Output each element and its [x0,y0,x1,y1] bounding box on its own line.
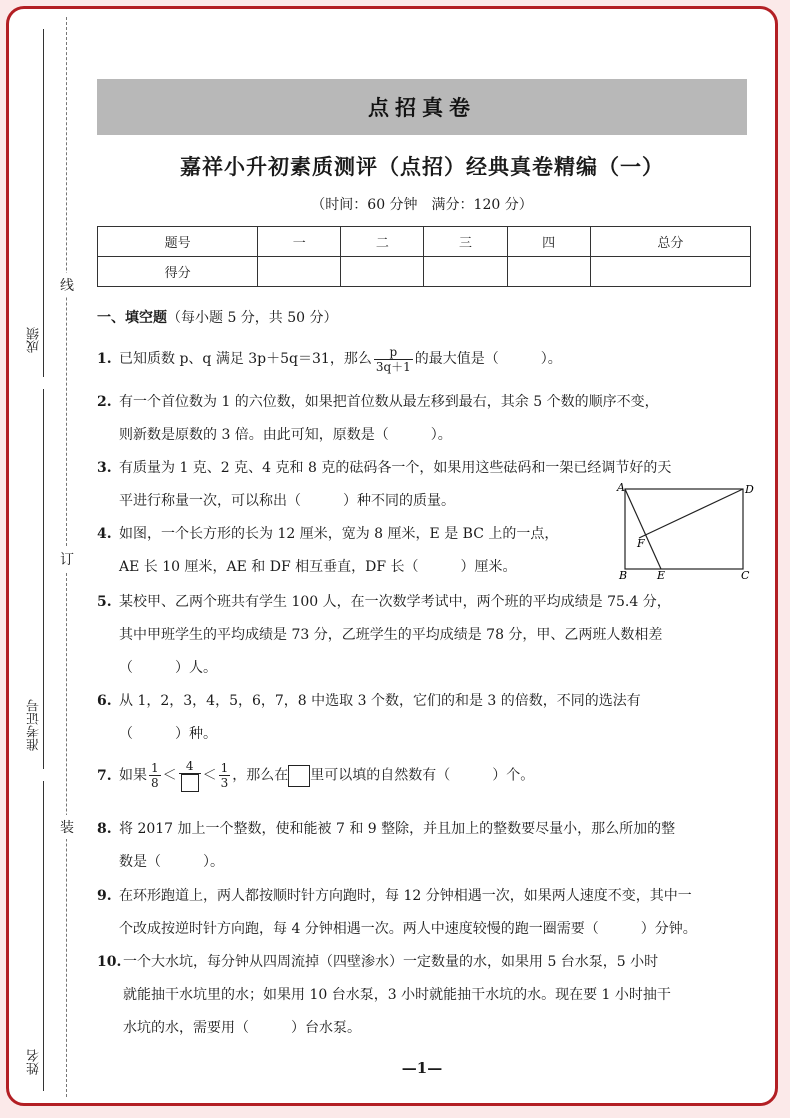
score-write-line[interactable] [43,29,44,377]
score-table [97,226,751,287]
side-label-name: 姓名 [27,1049,42,1075]
page-frame [6,6,778,1106]
label-e: E [657,569,666,581]
label-c: C [741,569,750,581]
denominator: 3q＋1 [375,359,411,374]
question-text: 平进行称量一次，可以称出（ ）种不同的质量。 [119,493,455,509]
question-3 [97,452,671,518]
score-cell[interactable] [507,257,590,287]
side-label-exam-id: 准考证号 [27,699,42,751]
question-6 [97,685,641,751]
side-label-score: 成绩 [27,327,42,353]
question-text: 有质量为 1 克、2 克、4 克和 8 克的砝码各一个，如果用这些砝码和一架已经调节好的天 [119,460,672,476]
section-note: （每小题 5 分，共 50 分） [167,310,338,326]
binding-char-stitch: 装 [60,815,74,839]
question-text: 水坑的水，需要用（ ）台水泵。 [123,1020,361,1036]
numerator: 4 [179,759,201,774]
question-text: 将 2017 加上一个整数，使和能被 7 和 9 整除，并且加上的整数要尽量小，那么所加的整 [119,821,676,837]
header-cell: 四 [507,227,590,257]
score-cell[interactable] [590,257,750,287]
binding-char-line: 线 [60,273,74,297]
score-cell[interactable] [341,257,424,287]
question-text: AE 长 10 厘米，AE 和 DF 相互垂直，DF 长（ ）厘米。 [119,559,517,575]
header-banner [97,79,747,135]
binding-char-bind: 订 [60,547,74,571]
fraction-four-over-box [179,759,201,792]
label-f: F [637,537,645,550]
question-number: 10. [97,954,122,970]
denominator: 3 [220,776,229,790]
question-number: 2. [97,394,112,410]
question-8 [97,813,675,879]
question-5 [97,586,671,685]
question-number: 9. [97,888,112,904]
header-cell: 一 [258,227,341,257]
score-table-score-row [98,257,751,287]
question-1 [97,343,562,376]
page-title: 嘉祥小升初素质测评（点招）经典真卷精编（一） [180,154,664,179]
blank-box[interactable] [181,774,199,792]
segment-ae [625,489,661,569]
less-than: ＜ [162,767,177,784]
question-7 [97,759,534,793]
question-text: 的最大值是（ ）。 [414,351,562,367]
question-text: 已知质数 p、q 满足 3p＋5q＝31，那么 [119,351,372,367]
fraction-one-third [219,761,231,790]
banner-text: 点招真卷 [368,96,476,120]
question-number: 3. [97,460,112,476]
question-text: ，那么在 [232,767,289,784]
question-2 [97,386,659,452]
question-number: 6. [97,693,112,709]
question-text: 其中甲班学生的平均成绩是 73 分，乙班学生的平均成绩是 78 分，甲、乙两班人数相差 [119,627,663,643]
segment-df [639,489,743,538]
score-cell[interactable] [424,257,507,287]
question-text: 数是（ ）。 [119,854,224,870]
question-text: 一个大水坑，每分钟从四周流掉（四壁渗水）一定数量的水，如果用 5 台水泵，5 小时 [123,954,659,970]
section-heading [97,307,338,327]
less-than: ＜ [202,767,217,784]
fraction [374,345,413,374]
page-number: —1— [401,1059,443,1077]
question-text: 某校甲、乙两个班共有学生 100 人，在一次数学考试中，两个班的平均成绩是 75.4 分， [119,594,671,610]
fraction-one-eighth [149,761,161,790]
question-number: 1. [97,351,112,367]
question-text: 如果 [119,767,147,784]
exam-info: （时间：60 分钟 满分：120 分） [311,197,533,213]
exam-id-write-line[interactable] [43,389,44,769]
name-write-line[interactable] [43,781,44,1091]
label-d: D [745,483,754,496]
label-a: A [617,481,625,494]
numerator: 1 [220,761,229,775]
question-10 [97,946,671,1045]
question-text: 在环形跑道上，两人都按顺时针方向跑时，每 12 分钟相遇一次，如果两人速度不变，其中一 [119,888,692,904]
label-b: B [619,569,628,581]
blank-box[interactable] [288,765,310,787]
question-number: 7. [97,767,112,784]
question-number: 5. [97,594,112,610]
rectangle-figure [613,481,759,581]
question-text: 如图，一个长方形的长为 12 厘米，宽为 8 厘米，E 是 BC 上的一点， [119,526,559,542]
question-9 [97,880,697,946]
denominator: 8 [151,776,159,790]
header-cell: 二 [341,227,424,257]
denominator [179,774,201,792]
row-label: 得分 [98,257,258,287]
question-text: 个改成按逆时针方向跑，每 4 分钟相遇一次。两人中速度较慢的跑一圈需要（ ）分钟。 [119,921,697,937]
header-cell: 题号 [98,227,258,257]
question-text: 则新数是原数的 3 倍。由此可知，原数是（ ）。 [119,427,452,443]
header-cell: 三 [424,227,507,257]
numerator: 1 [151,761,159,775]
question-number: 4. [97,526,112,542]
question-text: （ ）种。 [119,726,217,742]
question-text: 里可以填的自然数有（ ）个。 [310,767,535,784]
header-cell: 总分 [590,227,750,257]
score-cell[interactable] [258,257,341,287]
question-text: 从 1，2，3，4，5，6，7，8 中选取 3 个数，它们的和是 3 的倍数，不同的选法有 [119,693,641,709]
numerator: p [374,345,413,360]
question-number: 8. [97,821,112,837]
score-table-header-row [98,227,751,257]
section-title: 一、填空题 [97,310,167,326]
question-text: 有一个首位数为 1 的六位数，如果把首位数从最左移到最右，其余 5 个数的顺序不变， [119,394,659,410]
question-text: （ ）人。 [119,660,217,676]
question-4 [97,518,558,584]
question-text: 就能抽干水坑里的水；如果用 10 台水泵，3 小时就能抽干水坑的水。现在要 1 小时抽干 [123,987,671,1003]
